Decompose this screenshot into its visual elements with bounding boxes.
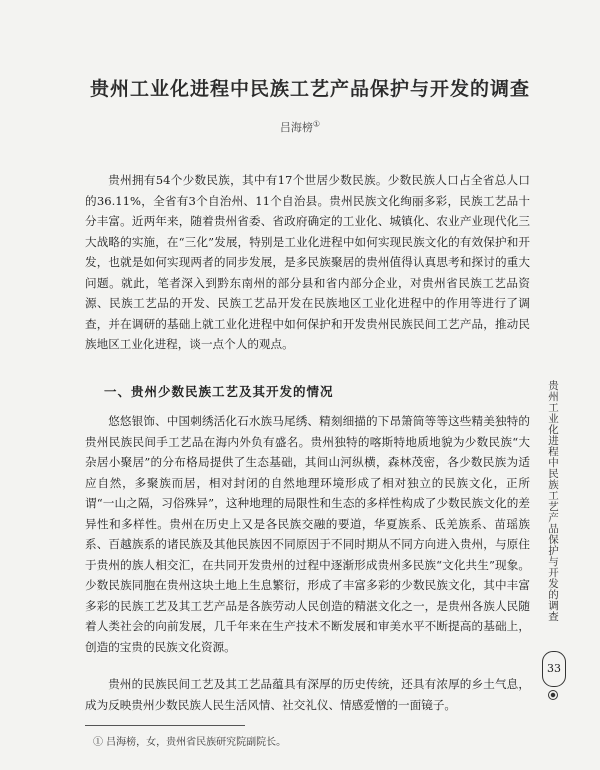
intro-paragraph: 贵州拥有54个少数民族，其中有17个世居少数民族。少数民族人口占全省总人口的36.11%，全省有3个自治州、11个自治县。贵州民族文化绚丽多彩，民族工艺品十分丰富。近两年来，随着贵州省委、省政府确定的工业化、城镇化、农业产业现代化三大战略的实施，在“三化”发展，特别是工业化进程中如何实现民族文化的有效保护和开发，也就是如何实现两者的同步发展，是多民族聚居的贵州值得认真思考和探讨的重大问题。就此，笔者深入到黔东南州的部分县和省内部分企业，对贵州省民族工艺品资源、民族工艺品的开发、民族工艺品开发在民族地区工业化进程中的作用等进行了调查，并在调研的基础上就工业化进程中如何保护和开发贵州民族民间工艺产品，推动民族地区工业化进程，谈一点个人的观点。 — [85, 173, 530, 351]
footnote-divider — [85, 725, 245, 726]
article-title: 贵州工业化进程中民族工艺产品保护与开发的调查 — [89, 78, 530, 100]
page-number: 33 — [542, 651, 566, 687]
author-footnote-marker: ① — [312, 119, 321, 129]
section-paragraph-2: 贵州的民族民间工艺及其工艺品蕴具有深厚的历史传统，还具有浓厚的乡土气息，成为反映贵州少数民族人民生活风情、社交礼仪、情感爱憎的一面镜子。 — [85, 677, 530, 712]
section-heading: 一、贵州少数民族工艺及其开发的情况 — [104, 384, 334, 399]
author-line — [250, 119, 350, 135]
section-paragraph-block — [85, 411, 530, 657]
ornament-icon — [548, 690, 558, 700]
author-name: 吕海榜 — [279, 121, 313, 134]
running-title: 贵州工业化进程中民族工艺产品保护与开发的调查 — [547, 380, 559, 622]
footnote: ① 吕海榜，女，贵州省民族研究院副院长。 — [93, 737, 287, 748]
intro-paragraph-block — [85, 170, 530, 355]
section-paragraph-block-2 — [85, 674, 530, 715]
section-paragraph-1: 悠悠银饰、中国刺绣活化石水族马尾绣、精刻细描的下昂箫筒等等这些精美独特的贵州民族民间手工艺品在海内外负有盛名。贵州独特的喀斯特地质地貌为少数民族“大杂居小聚居”的分布格局提供了生态基础，其间山河纵横，森林茂密，各少数民族为适应自然，多聚族而居，相对封闭的自然地理环境形成了相对独立的民族文化，正所谓“一山之隔，习俗殊异”，这种地理的局限性和生态的多样性构成了少数民族文化的差异性和多样性。贵州在历史上又是各民族交融的要道，华夏族系、氐羌族系、苗瑶族系、百越族系的诸民族及其他民族因不同原因于不同时期从不同方向进入贵州，与原住于贵州的族人相交汇，在共同开发贵州的过程中逐渐形成贵州多民族“文化共生”现象。少数民族同胞在贵州这块土地上生息繁衍，形成了丰富多彩的少数民族文化，其中丰富多彩的民族工艺及其工艺产品是各族劳动人民创造的精湛文化之一，是贵州各族人民随着人类社会的向前发展，几千年来在生产技术不断发展和审美水平不断提高的基础上，创造的宝贵的民族文化资源。 — [85, 414, 530, 654]
